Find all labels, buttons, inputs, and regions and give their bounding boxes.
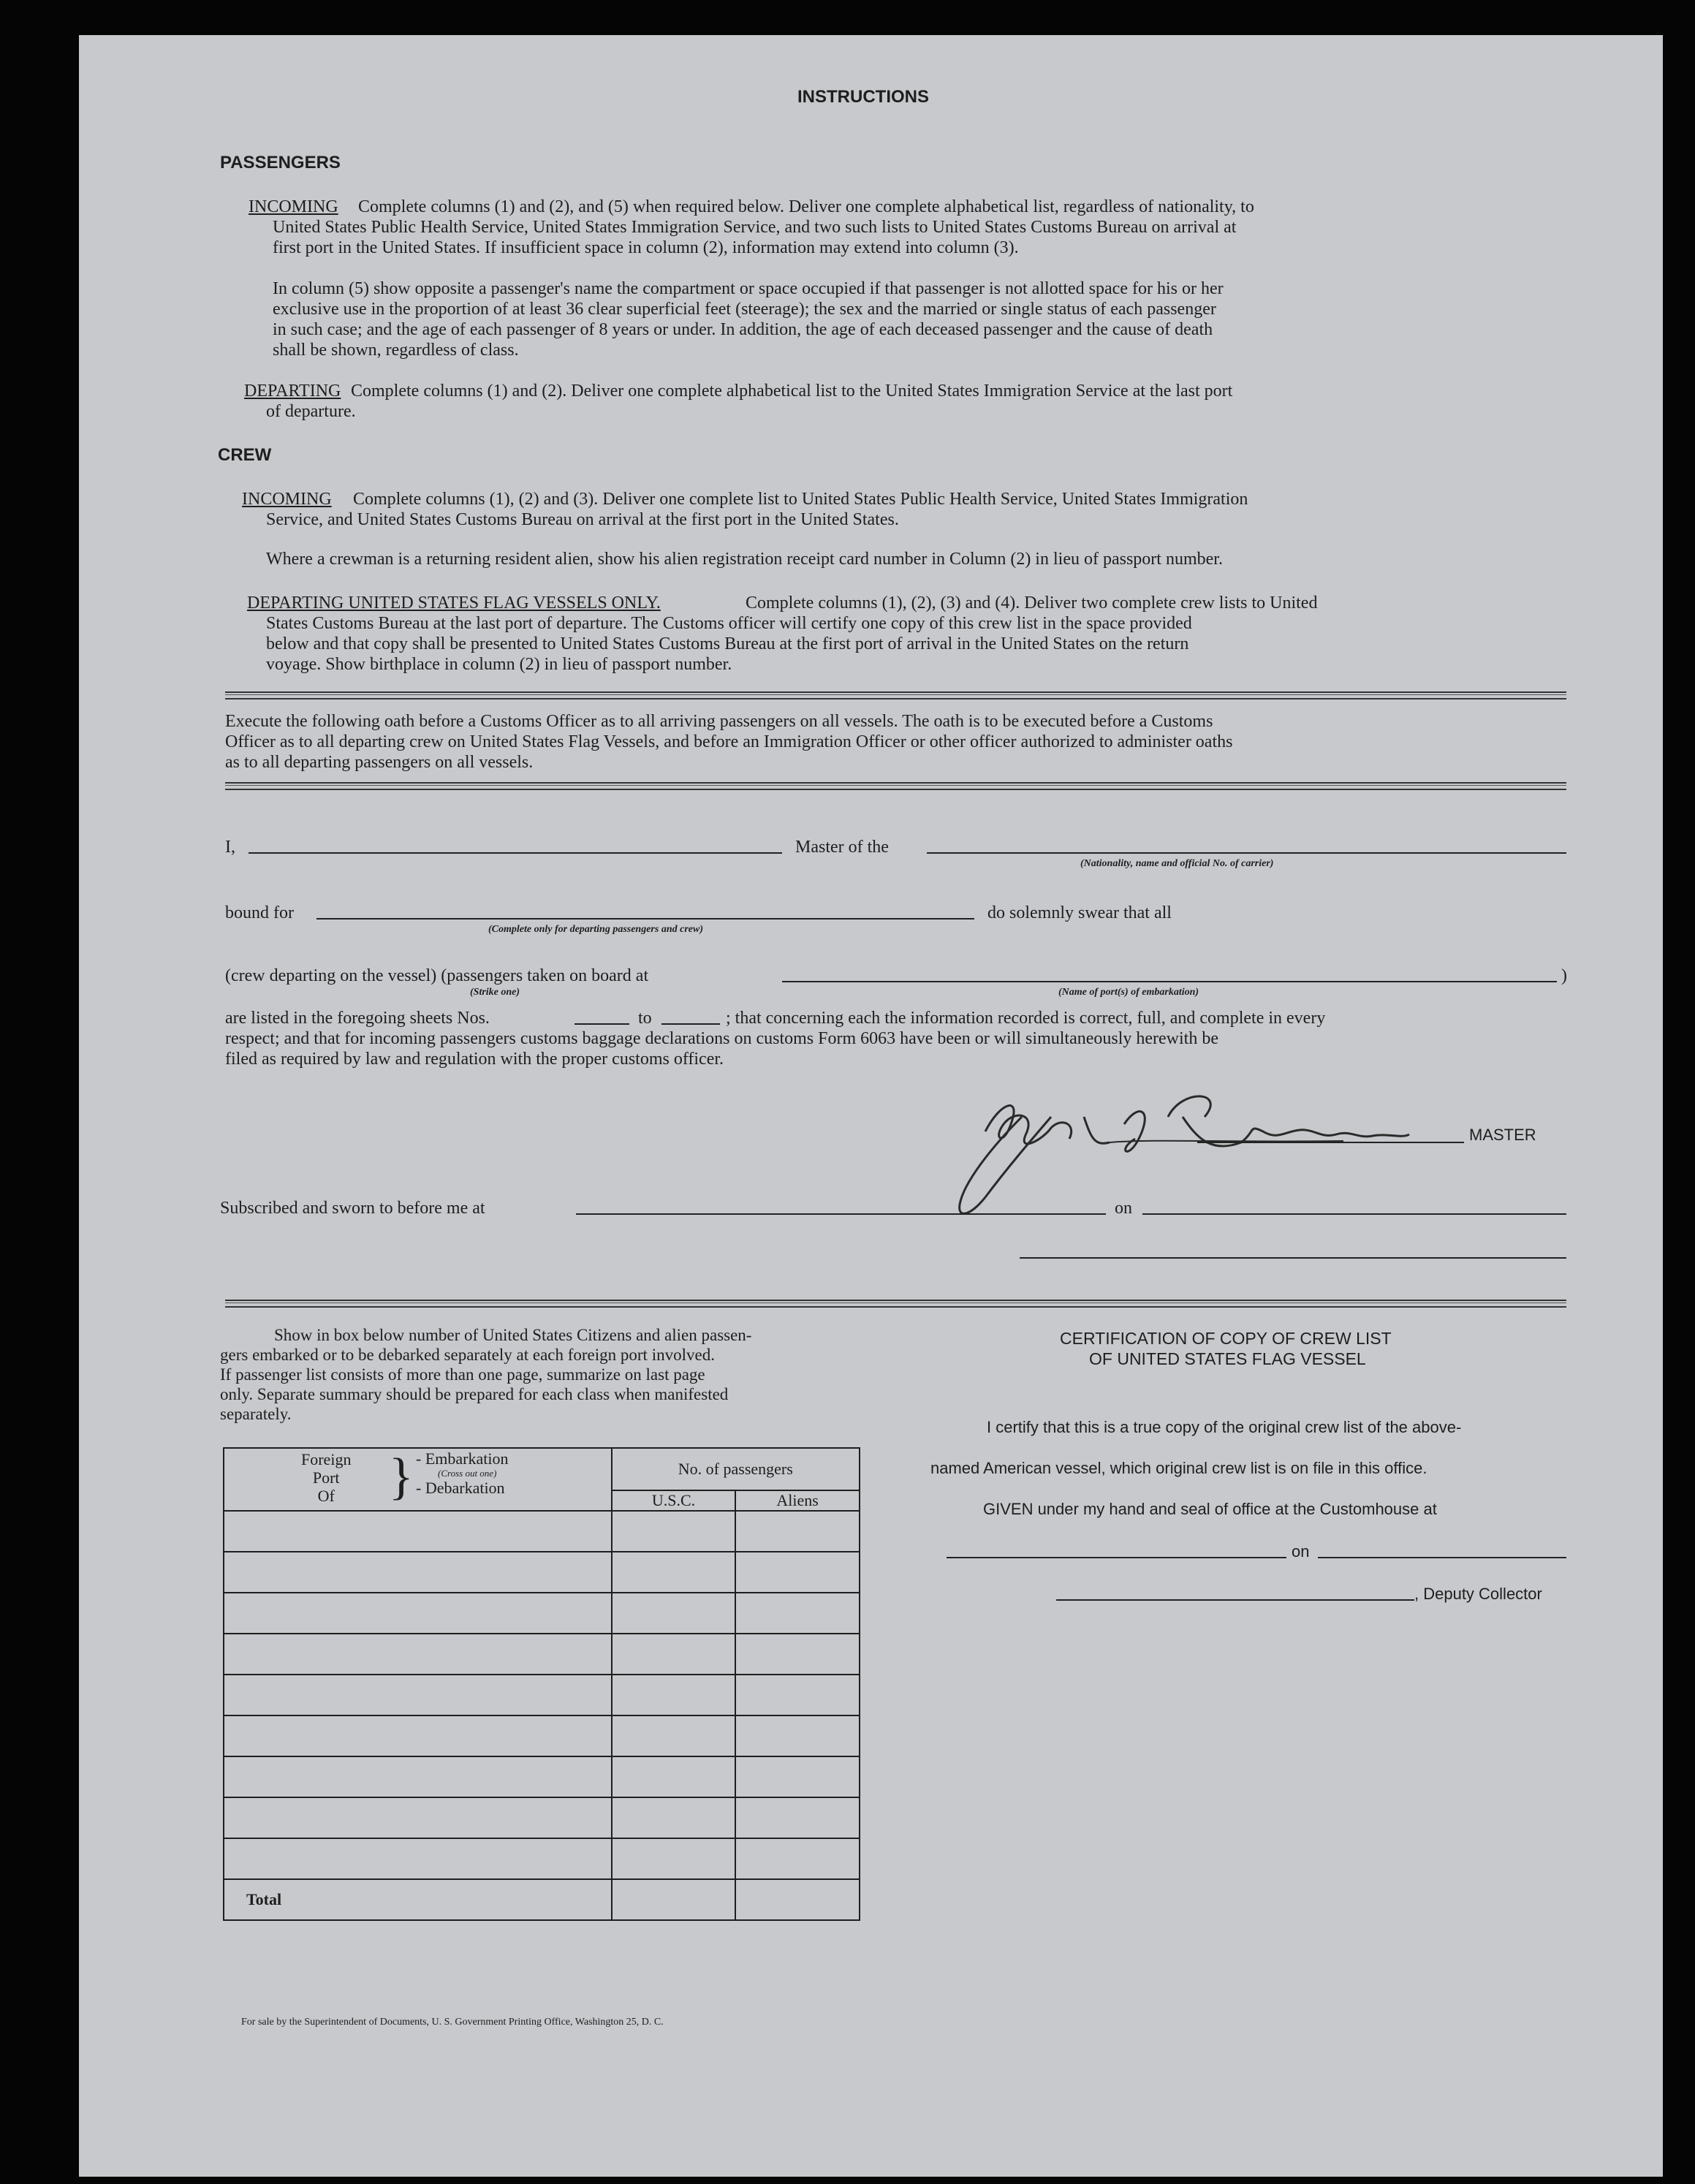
- embarkation-label: - Embarkation: [416, 1449, 509, 1468]
- bound-for-note: (Complete only for departing passengers and crew): [488, 924, 703, 935]
- bound-for-label: bound for: [225, 903, 294, 922]
- filed-line: filed as required by law and regulation with the proper customs officer.: [225, 1050, 724, 1069]
- crew-departing-line-1: Complete columns (1), (2), (3) and (4). Deliver two complete crew lists to United: [746, 594, 1318, 613]
- crew-passengers-text: (crew departing on the vessel) (passengers taken on board at: [225, 966, 649, 985]
- carrier-field[interactable]: [927, 852, 1566, 854]
- bound-for-field[interactable]: [316, 918, 974, 920]
- page-title: INSTRUCTIONS: [797, 87, 929, 107]
- passengers-departing-line-1: Complete columns (1) and (2). Deliver one complete alphabetical list to the United States Immigration Service at the last port: [351, 382, 1233, 401]
- divider-1: [225, 691, 1566, 699]
- ports-note: (Name of port(s) of embarkation): [1058, 987, 1199, 998]
- usc-cell[interactable]: [612, 1838, 736, 1879]
- debarkation-label: - Debarkation: [416, 1479, 505, 1497]
- deputy-signature-field[interactable]: [1056, 1599, 1414, 1601]
- solemnly-swear-text: do solemnly swear that all: [987, 903, 1172, 922]
- passenger-summary-table: [223, 1447, 860, 1921]
- usc-cell[interactable]: [612, 1634, 736, 1675]
- divider-2: [225, 782, 1566, 790]
- crew-incoming-label: INCOMING: [242, 490, 332, 509]
- cross-out-note: (Cross out one): [438, 1468, 497, 1479]
- usc-cell[interactable]: [612, 1675, 736, 1715]
- crew-departing-line-3: below and that copy shall be presented to United States Customs Bureau at the first port of arrival in the United States on the return: [266, 634, 1189, 653]
- cert-title-2: OF UNITED STATES FLAG VESSEL: [1089, 1349, 1366, 1368]
- port-cell[interactable]: [224, 1511, 612, 1552]
- passengers-departing-line-2: of departure.: [266, 402, 356, 421]
- crew-departing-line-2: States Customs Bureau at the last port of departure. The Customs officer will certify one copy of this crew list in the space provided: [266, 614, 1192, 633]
- port-label: Port: [312, 1468, 340, 1487]
- port-cell[interactable]: [224, 1715, 612, 1756]
- master-signature: [934, 1073, 1519, 1234]
- cert-customhouse-field[interactable]: [947, 1557, 1286, 1558]
- column5-line-3: in such case; and the age of each passenger of 8 years or under. In addition, the age of each deceased passenger and the cause of death: [273, 320, 1213, 339]
- foreign-label: Foreign: [301, 1450, 352, 1468]
- aliens-cell[interactable]: [735, 1675, 860, 1715]
- cert-on-label: on: [1292, 1542, 1310, 1561]
- sale-footer: For sale by the Superintendent of Documents, U. S. Government Printing Office, Washington 25, D. C.: [241, 2017, 664, 2028]
- crew-departing-line-4: voyage. Show birthplace in column (2) in lieu of passport number.: [266, 655, 732, 674]
- of-label: Of: [317, 1487, 335, 1505]
- summary-line-4: only. Separate summary should be prepared for each class when manifested: [220, 1385, 729, 1403]
- respect-line: respect; and that for incoming passengers customs baggage declarations on customs Form 6063 have been or will simultaneously herewith be: [225, 1029, 1218, 1048]
- passengers-incoming-line-1: Complete columns (1) and (2), and (5) when required below. Deliver one complete alphabetical list, regardless of nationality, to: [358, 197, 1254, 216]
- usc-cell[interactable]: [612, 1552, 736, 1593]
- column5-line-4: shall be shown, regardless of class.: [273, 341, 519, 360]
- aliens-cell[interactable]: [735, 1634, 860, 1675]
- port-cell[interactable]: [224, 1634, 612, 1675]
- aliens-cell[interactable]: [735, 1756, 860, 1797]
- port-cell[interactable]: [224, 1838, 612, 1879]
- port-cell[interactable]: [224, 1675, 612, 1715]
- cert-title-1: CERTIFICATION OF COPY OF CREW LIST: [1060, 1329, 1392, 1348]
- usc-cell[interactable]: [612, 1756, 736, 1797]
- total-usc-cell[interactable]: [612, 1879, 736, 1920]
- aliens-cell[interactable]: [735, 1797, 860, 1838]
- listed-to-label: to: [638, 1009, 652, 1028]
- port-cell[interactable]: [224, 1797, 612, 1838]
- aliens-cell[interactable]: [735, 1511, 860, 1552]
- sworn-on-label: on: [1115, 1199, 1132, 1218]
- usc-header: U.S.C.: [612, 1490, 736, 1511]
- cert-date-field[interactable]: [1318, 1557, 1566, 1558]
- sheets-to-field[interactable]: [661, 1023, 720, 1025]
- summary-line-1: Show in box below number of United States Citizens and alien passen-: [274, 1326, 752, 1344]
- close-paren: ): [1561, 966, 1567, 985]
- passengers-incoming-line-2: United States Public Health Service, United States Immigration Service, and two such lists to United States Customs Bureau on arrival at: [273, 218, 1237, 237]
- passengers-incoming-label: INCOMING: [249, 197, 338, 216]
- column5-line-1: In column (5) show opposite a passenger's name the compartment or space occupied if that passenger is not allotted space for his or her: [273, 279, 1224, 298]
- aliens-cell[interactable]: [735, 1838, 860, 1879]
- listed-text-a: are listed in the foregoing sheets Nos.: [225, 1009, 490, 1028]
- total-aliens-cell[interactable]: [735, 1879, 860, 1920]
- aliens-cell[interactable]: [735, 1593, 860, 1634]
- deputy-collector-label: , Deputy Collector: [1414, 1585, 1542, 1603]
- listed-text-b: ; that concerning each the information recorded is correct, full, and complete in every: [726, 1009, 1326, 1028]
- usc-cell[interactable]: [612, 1797, 736, 1838]
- oath-i-label: I,: [225, 838, 235, 857]
- master-name-field[interactable]: [249, 852, 782, 854]
- total-label: Total: [224, 1879, 612, 1920]
- column5-line-2: exclusive use in the proportion of at least 36 clear superficial feet (steerage); the sex and the married or single status of each passenger: [273, 300, 1216, 319]
- oath-intro-line-2: Officer as to all departing crew on United States Flag Vessels, and before an Immigration Officer or other officer authorized to administer oaths: [225, 732, 1233, 751]
- crew-departing-label: DEPARTING UNITED STATES FLAG VESSELS ONLY.: [247, 594, 661, 613]
- port-cell[interactable]: [224, 1552, 612, 1593]
- oath-intro-line-1: Execute the following oath before a Customs Officer as to all arriving passengers on all vessels. The oath is to be executed before a Customs: [225, 712, 1213, 731]
- master-of-the-label: Master of the: [795, 838, 889, 857]
- subscribed-text: Subscribed and sworn to before me at: [220, 1199, 485, 1218]
- cert-named-line: named American vessel, which original crew list is on file in this office.: [930, 1459, 1427, 1477]
- usc-cell[interactable]: [612, 1511, 736, 1552]
- passengers-incoming-line-3: first port in the United States. If insufficient space in column (2), information may extend into column (3).: [273, 238, 1019, 257]
- brace-glyph: }: [389, 1449, 414, 1505]
- crew-resident-line: Where a crewman is a returning resident alien, show his alien registration receipt card number in Column (2) in lieu of passport number.: [266, 550, 1223, 569]
- passengers-heading: PASSENGERS: [220, 153, 341, 172]
- sworn-date-field[interactable]: [1142, 1213, 1566, 1215]
- port-cell[interactable]: [224, 1593, 612, 1634]
- aliens-header: Aliens: [735, 1490, 860, 1511]
- crew-incoming-line-2: Service, and United States Customs Bureau on arrival at the first port in the United States.: [266, 510, 899, 529]
- officer-signature-field[interactable]: [1020, 1257, 1566, 1259]
- port-header-cell: [224, 1448, 612, 1511]
- usc-cell[interactable]: [612, 1715, 736, 1756]
- passengers-departing-label: DEPARTING: [244, 382, 341, 401]
- strike-one-note: (Strike one): [470, 987, 520, 998]
- summary-line-2: gers embarked or to be debarked separately at each foreign port involved.: [220, 1346, 715, 1364]
- cert-certify-line: I certify that this is a true copy of the original crew list of the above-: [987, 1418, 1462, 1436]
- carrier-note: (Nationality, name and official No. of carrier): [1080, 858, 1274, 869]
- cert-given-line: GIVEN under my hand and seal of office at the Customhouse at: [983, 1500, 1437, 1518]
- ports-field[interactable]: [782, 981, 1557, 982]
- crew-heading: CREW: [218, 445, 272, 465]
- aliens-cell[interactable]: [735, 1715, 860, 1756]
- summary-line-5: separately.: [220, 1405, 292, 1423]
- divider-3: [225, 1300, 1566, 1308]
- usc-cell[interactable]: [612, 1593, 736, 1634]
- aliens-cell[interactable]: [735, 1552, 860, 1593]
- crew-incoming-line-1: Complete columns (1), (2) and (3). Deliver one complete list to United States Public Health Service, United States Immigration: [353, 490, 1248, 509]
- master-signature-line[interactable]: [1197, 1142, 1464, 1143]
- summary-line-3: If passenger list consists of more than one page, summarize on last page: [220, 1365, 705, 1384]
- sheets-from-field[interactable]: [575, 1023, 629, 1025]
- sworn-place-field[interactable]: [576, 1213, 1106, 1215]
- port-cell[interactable]: [224, 1756, 612, 1797]
- form-page: [79, 35, 1663, 2177]
- oath-intro-line-3: as to all departing passengers on all vessels.: [225, 753, 534, 772]
- master-label: MASTER: [1469, 1126, 1536, 1144]
- no-passengers-header: No. of passengers: [612, 1448, 860, 1490]
